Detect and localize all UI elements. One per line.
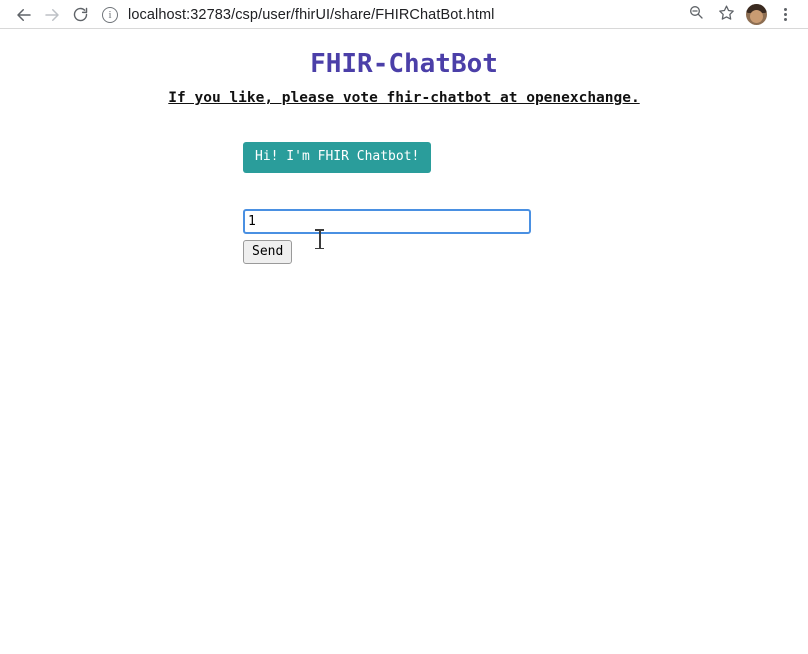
url-text: localhost:32783/csp/user/fhirUI/share/FHIRChatBot.html: [128, 6, 495, 23]
avatar-face: [750, 10, 763, 23]
forward-arrow-icon: [43, 6, 61, 24]
chat-input[interactable]: [243, 209, 531, 234]
browser-toolbar: [0, 0, 808, 29]
toolbar-right-group: [681, 1, 798, 29]
forward-button[interactable]: [38, 1, 66, 29]
back-button[interactable]: [10, 1, 38, 29]
reload-icon: [72, 6, 89, 23]
three-dots-menu-icon-dot3: [784, 18, 787, 21]
site-info-icon[interactable]: i: [102, 7, 118, 23]
page-title: FHIR-ChatBot: [310, 49, 498, 79]
chat-transcript: [0, 142, 808, 173]
zoom-button[interactable]: [681, 1, 711, 29]
avatar[interactable]: [746, 4, 767, 25]
chat-input-row: [0, 209, 808, 234]
zoom-out-icon: [688, 4, 704, 25]
send-row: [0, 240, 808, 264]
back-arrow-icon: [15, 6, 33, 24]
star-icon: [718, 4, 735, 26]
three-dots-menu-icon-dot2: [784, 13, 787, 16]
page-content: [0, 29, 808, 654]
send-button[interactable]: Send: [243, 240, 292, 264]
vote-link[interactable]: If you like, please vote fhir-chatbot at openexchange.: [168, 90, 640, 106]
bookmark-button[interactable]: [711, 1, 741, 29]
address-bar[interactable]: [102, 2, 675, 28]
bot-message-bubble: Hi! I'm FHIR Chatbot!: [243, 142, 431, 173]
reload-button[interactable]: [66, 1, 94, 29]
three-dots-menu-icon: [784, 8, 787, 11]
browser-menu-button[interactable]: [772, 1, 798, 29]
